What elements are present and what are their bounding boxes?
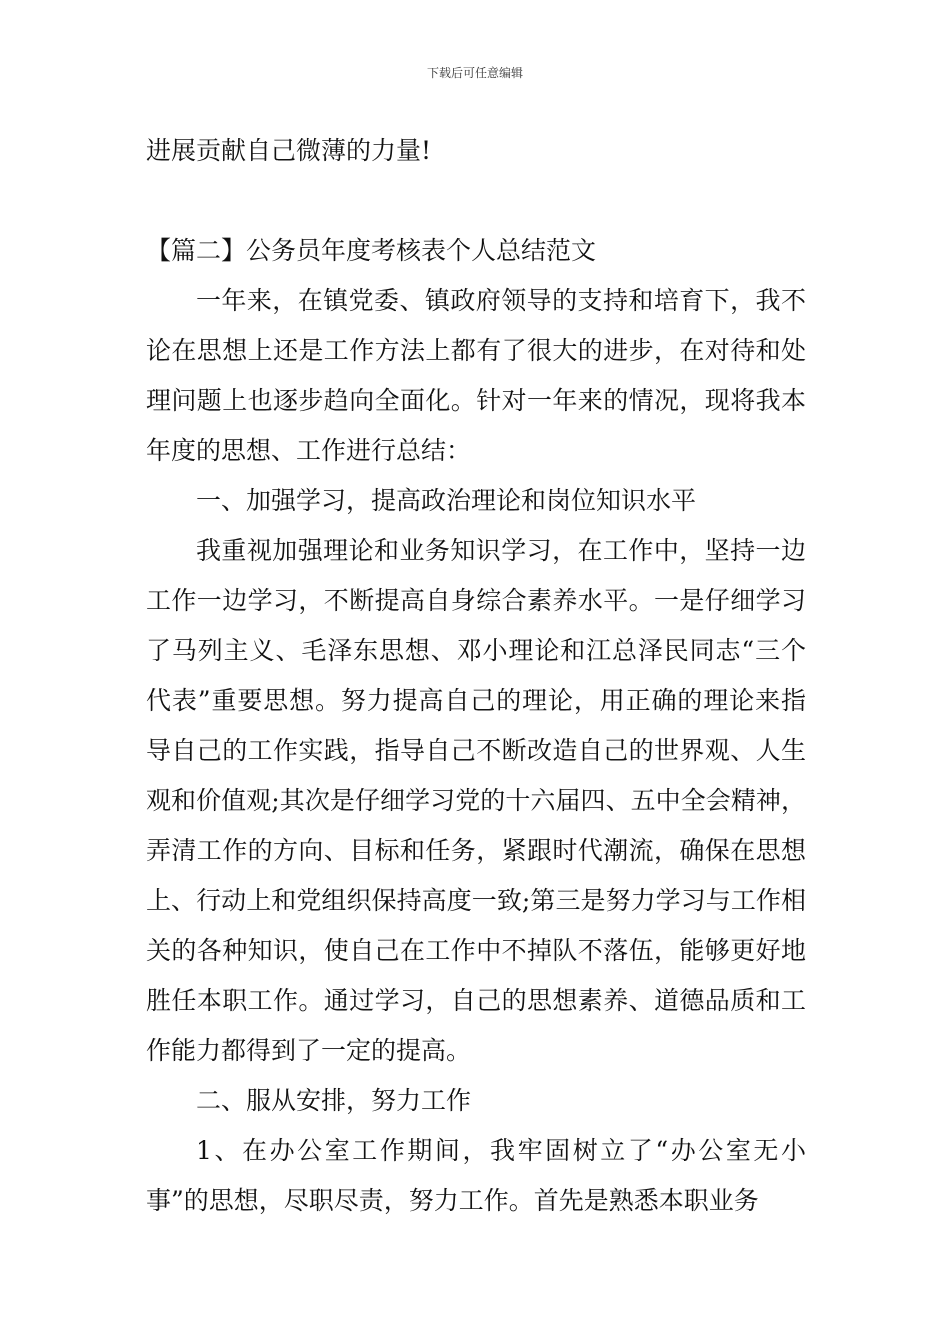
blank-line	[146, 176, 806, 226]
paragraph-office: 1、在办公室工作期间，我牢固树立了“办公室无小事”的思想，尽职尽责，努力工作。首先是熟悉本职业务	[146, 1136, 806, 1215]
page-header: 下载后可任意编辑	[426, 66, 523, 80]
subheading-study: 一、加强学习，提高政治理论和岗位知识水平	[196, 486, 697, 515]
continuation-line: 进展贡献自己微薄的力量!	[146, 136, 432, 165]
subheading-work: 二、服从安排，努力工作	[196, 1086, 472, 1115]
document-body	[146, 126, 806, 1226]
paragraph-intro: 一年来，在镇党委、镇政府领导的支持和培育下，我不论在思想上还是工作方法上都有了很大的进步，在对待和处理问题上也逐步趋向全面化。针对一年来的情况，现将我本年度的思想、工作进行总结：	[146, 286, 806, 465]
paragraph-study: 我重视加强理论和业务知识学习，在工作中，坚持一边工作一边学习，不断提高自身综合素养水平。一是仔细学习了马列主义、毛泽东思想、邓小理论和江总泽民同志“三个代表”重要思想。努力提高自己的理论，用正确的理论来指导自己的工作实践，指导自己不断改造自己的世界观、人生观和价值观;其次是仔细学习党的十六届四、五中全会精神，弄清工作的方向、目标和任务，紧跟时代潮流，确保在思想上、行动上和党组织保持高度一致;第三是努力学习与工作相关的各种知识，使自己在工作中不掉队不落伍，能够更好地胜任本职工作。通过学习，自己的思想素养、道德品质和工作能力都得到了一定的提高。	[146, 536, 806, 1065]
section-title: 【篇二】公务员年度考核表个人总结范文	[146, 236, 597, 265]
